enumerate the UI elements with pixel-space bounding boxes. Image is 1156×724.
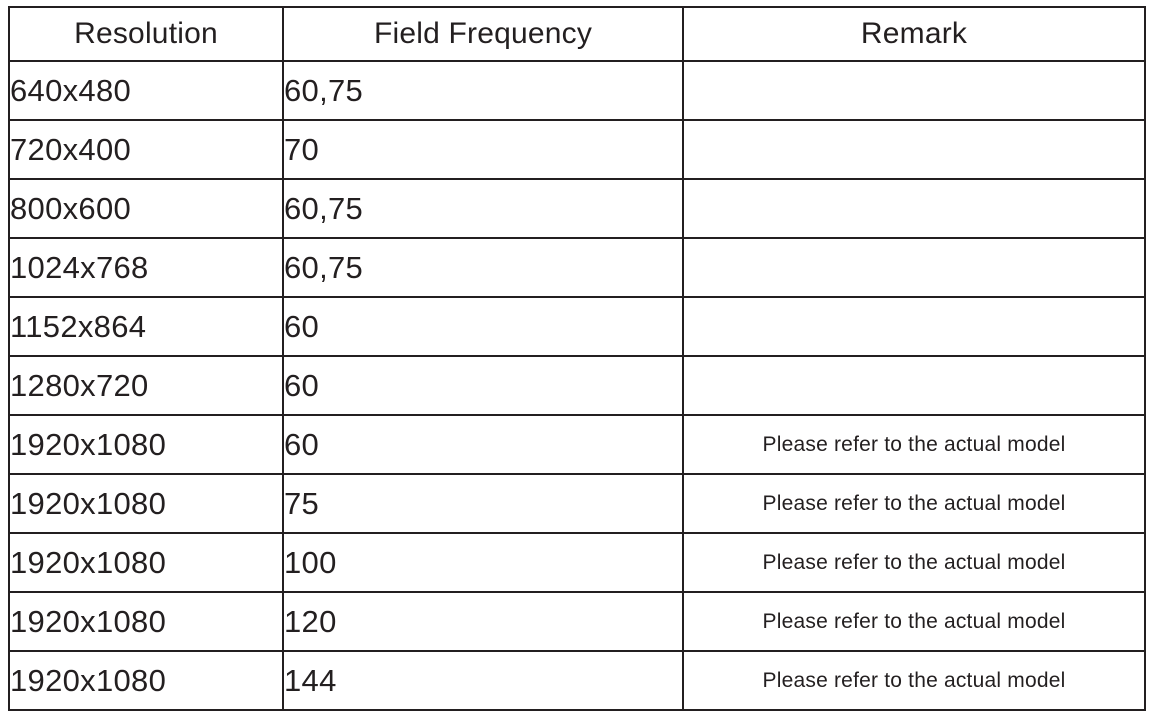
column-header-remark: Remark xyxy=(683,7,1145,61)
table-row xyxy=(9,651,1145,710)
table-body xyxy=(9,61,1145,710)
column-header-resolution: Resolution xyxy=(9,7,283,61)
cell-frequency: 60,75 xyxy=(283,179,683,238)
table-row xyxy=(9,120,1145,179)
cell-frequency: 100 xyxy=(283,533,683,592)
cell-remark: Please refer to the actual model xyxy=(683,415,1145,474)
table-header xyxy=(9,7,1145,61)
cell-frequency: 70 xyxy=(283,120,683,179)
cell-remark: Please refer to the actual model xyxy=(683,651,1145,710)
cell-frequency: 60 xyxy=(283,356,683,415)
cell-remark xyxy=(683,179,1145,238)
cell-frequency: 60 xyxy=(283,297,683,356)
table-row xyxy=(9,179,1145,238)
cell-resolution: 1920x1080 xyxy=(9,474,283,533)
cell-frequency: 120 xyxy=(283,592,683,651)
cell-resolution: 1024x768 xyxy=(9,238,283,297)
supported-resolutions-table xyxy=(8,6,1146,711)
table-row xyxy=(9,474,1145,533)
cell-remark xyxy=(683,356,1145,415)
cell-remark xyxy=(683,61,1145,120)
cell-resolution: 1920x1080 xyxy=(9,533,283,592)
cell-remark: Please refer to the actual model xyxy=(683,474,1145,533)
table-row xyxy=(9,297,1145,356)
table-row xyxy=(9,592,1145,651)
cell-resolution: 1920x1080 xyxy=(9,651,283,710)
column-header-field-frequency: Field Frequency xyxy=(283,7,683,61)
cell-resolution: 1280x720 xyxy=(9,356,283,415)
cell-resolution: 800x600 xyxy=(9,179,283,238)
cell-frequency: 60,75 xyxy=(283,61,683,120)
table-row xyxy=(9,238,1145,297)
cell-remark xyxy=(683,120,1145,179)
cell-frequency: 60,75 xyxy=(283,238,683,297)
header-row xyxy=(9,7,1145,61)
cell-remark xyxy=(683,297,1145,356)
cell-frequency: 144 xyxy=(283,651,683,710)
table-row xyxy=(9,533,1145,592)
cell-frequency: 75 xyxy=(283,474,683,533)
table-row xyxy=(9,61,1145,120)
cell-resolution: 1920x1080 xyxy=(9,592,283,651)
cell-resolution: 720x400 xyxy=(9,120,283,179)
table-row xyxy=(9,356,1145,415)
cell-resolution: 640x480 xyxy=(9,61,283,120)
cell-remark: Please refer to the actual model xyxy=(683,533,1145,592)
cell-remark: Please refer to the actual model xyxy=(683,592,1145,651)
table-row xyxy=(9,415,1145,474)
cell-remark xyxy=(683,238,1145,297)
cell-frequency: 60 xyxy=(283,415,683,474)
cell-resolution: 1152x864 xyxy=(9,297,283,356)
cell-resolution: 1920x1080 xyxy=(9,415,283,474)
